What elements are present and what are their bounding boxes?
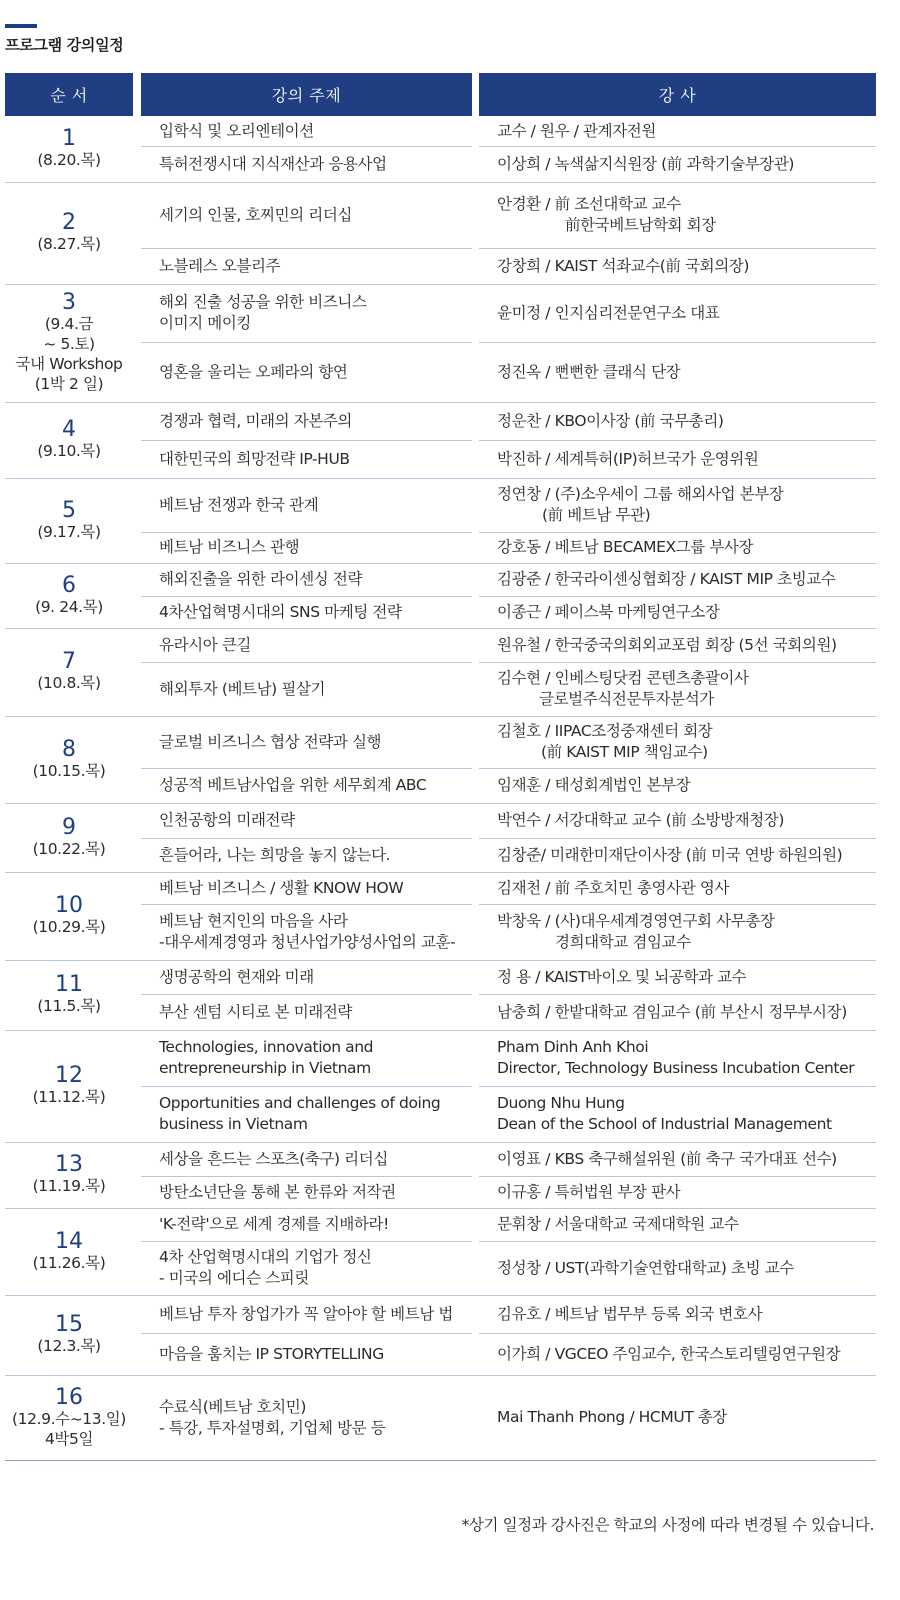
page-title: 프로그램 강의일정 xyxy=(5,36,124,54)
lecture-topic-line: 입학식 및 오리엔테이션 xyxy=(159,121,314,140)
lecture-topic xyxy=(159,1086,479,1142)
lecture-topic-line: - 미국의 에디슨 스피릿 xyxy=(159,1269,309,1287)
session-date: (12.3.목) xyxy=(37,1337,101,1355)
session-date: (8.27.목) xyxy=(37,235,101,253)
lecturer-line: 윤미정 / 인지심리전문연구소 대표 xyxy=(497,303,720,322)
session-cell xyxy=(5,628,133,716)
session-cell xyxy=(5,478,133,563)
lecturer xyxy=(497,478,879,532)
lecture-topic-line: 4차산업혁명시대의 SNS 마케팅 전략 xyxy=(159,602,402,621)
lecturer xyxy=(497,960,879,994)
lecture-topic-line: 특허전쟁시대 지식재산과 응용사업 xyxy=(159,154,387,173)
lecture-topic-line: 'K-전략'으로 세계 경제를 지배하라! xyxy=(159,1215,389,1233)
lecturer xyxy=(497,662,879,716)
session-date: (9.10.목) xyxy=(37,442,101,460)
lecturer xyxy=(497,838,879,872)
lecture-topic-line: 성공적 베트남사업을 위한 세무회계 ABC xyxy=(159,776,427,794)
session-date: (10.22.목) xyxy=(32,839,106,858)
lecture-topic-line: 베트남 현지인의 마음을 사라 xyxy=(159,912,348,930)
session-number: 11 xyxy=(55,972,83,997)
group-divider xyxy=(5,1460,876,1461)
session-date: (1박 2 일) xyxy=(34,375,104,393)
session-cell xyxy=(5,284,133,402)
lecturer-line: Duong Nhu Hung xyxy=(497,1094,625,1112)
session-date: (11.12.목) xyxy=(32,1088,106,1106)
lecturer xyxy=(497,563,879,596)
lecturer xyxy=(497,1208,879,1241)
session-number: 16 xyxy=(55,1384,83,1410)
lecturer xyxy=(497,1375,879,1460)
session-cell xyxy=(5,960,133,1030)
lecture-topic xyxy=(159,662,479,716)
lecturer-line: Mai Thanh Phong / HCMUT 총장 xyxy=(497,1408,727,1426)
session-cell xyxy=(5,1142,133,1208)
lecturer-line: Dean of the School of Industrial Management xyxy=(497,1115,832,1133)
lecture-topic-line: 세상을 흔드는 스포츠(축구) 리더십 xyxy=(159,1149,388,1168)
lecture-topic xyxy=(159,1030,479,1086)
lecturer-line: (前 베트남 무관) xyxy=(542,506,651,524)
lecture-topic xyxy=(159,960,479,994)
lecture-topic xyxy=(159,838,479,872)
lecturer-line: 글로벌주식전문투자분석가 xyxy=(539,690,714,708)
lecture-topic-line: 해외 진출 성공을 위한 비즈니스 xyxy=(159,293,367,311)
lecturer-line: 박연수 / 서강대학교 교수 (前 소방방재청장) xyxy=(497,811,785,829)
lecturer xyxy=(497,1241,879,1295)
lecture-topic-line: 베트남 전쟁과 한국 관계 xyxy=(159,495,319,514)
session-date: (8.20.목) xyxy=(37,151,101,169)
session-cell xyxy=(5,402,133,478)
lecturer xyxy=(497,1295,879,1333)
session-number: 2 xyxy=(62,210,76,235)
lecturer xyxy=(497,994,879,1030)
session-date: (10.15.목) xyxy=(32,761,106,780)
lecturer-line: 박진하 / 세계특허(IP)허브국가 운영위원 xyxy=(497,449,759,468)
lecture-topic-line: 생명공학의 현재와 미래 xyxy=(159,967,314,986)
lecture-topic xyxy=(159,1208,479,1241)
lecture-topic xyxy=(159,872,479,904)
session-date: (11.5.목) xyxy=(37,997,101,1015)
lecture-topic-line: 글로벌 비즈니스 협상 전략과 실행 xyxy=(159,732,382,751)
session-cell xyxy=(5,803,133,872)
lecture-topic-line: 방탄소년단을 통해 본 한류와 저작권 xyxy=(159,1182,396,1201)
lecturer-line: 김재천 / 前 주호치민 총영사관 영사 xyxy=(497,878,730,897)
session-number: 4 xyxy=(62,417,76,442)
lecturer-line: 문휘창 / 서울대학교 국제대학원 교수 xyxy=(497,1215,739,1233)
lecturer-line: 강호동 / 베트남 BECAMEX그룹 부사장 xyxy=(497,538,754,556)
session-cell xyxy=(5,872,133,960)
lecturer xyxy=(497,248,879,284)
session-number: 13 xyxy=(55,1152,83,1177)
lecturer xyxy=(497,532,879,563)
lecture-topic xyxy=(159,146,479,182)
header-topic: 강의 주제 xyxy=(141,73,472,116)
lecturer-line: 이종근 / 페이스북 마케팅연구소장 xyxy=(497,602,720,621)
session-number: 12 xyxy=(55,1063,83,1088)
lecturer-line: 경희대학교 겸임교수 xyxy=(555,933,691,951)
lecture-topic xyxy=(159,716,479,768)
lecture-topic-line: 인천공항의 미래전략 xyxy=(159,811,295,829)
lecturer xyxy=(497,768,879,803)
lecturer-line: 남충희 / 한밭대학교 겸임교수 (前 부산시 정무부시장) xyxy=(497,1002,847,1021)
lecturer-line: 정진옥 / 뻔뻔한 클래식 단장 xyxy=(497,362,681,381)
session-number: 8 xyxy=(62,736,76,762)
lecturer-line: Director, Technology Business Incubation Center xyxy=(497,1059,855,1077)
session-date: (11.19.목) xyxy=(32,1177,106,1195)
lecture-topic-line: 4차 산업혁명시대의 기업가 정신 xyxy=(159,1248,372,1266)
session-number: 9 xyxy=(62,814,76,840)
session-date: 국내 Workshop xyxy=(15,355,123,373)
lecture-topic-line: 영혼을 울리는 오페라의 향연 xyxy=(159,362,348,381)
lecture-topic-line: 경쟁과 협력, 미래의 자본주의 xyxy=(159,411,352,430)
lecture-topic-line: Opportunities and challenges of doing xyxy=(159,1094,441,1112)
lecture-topic xyxy=(159,116,479,146)
session-number: 14 xyxy=(55,1228,83,1254)
session-number: 6 xyxy=(62,572,76,598)
lecturer-line: 임재훈 / 태성회계법인 본부장 xyxy=(497,776,691,794)
lecture-topic xyxy=(159,563,479,596)
lecturer xyxy=(497,596,879,628)
lecturer-line: 강창희 / KAIST 석좌교수(前 국회의장) xyxy=(497,256,750,275)
session-cell xyxy=(5,716,133,803)
lecture-topic xyxy=(159,248,479,284)
lecture-topic-line: business in Vietnam xyxy=(159,1115,308,1133)
session-cell xyxy=(5,563,133,628)
lecturer-line: 김창준/ 미래한미재단이사장 (前 미국 연방 하원의원) xyxy=(497,845,843,864)
lecture-topic xyxy=(159,768,479,803)
footnote: *상기 일정과 강사진은 학교의 사정에 따라 변경될 수 있습니다. xyxy=(461,1516,874,1534)
lecture-topic-line: 이미지 메이킹 xyxy=(159,314,251,332)
lecture-topic-line: -대우세계경영과 청년사업가양성사업의 교훈- xyxy=(159,933,456,951)
lecture-topic xyxy=(159,803,479,838)
session-date: (12.9.수~13.일) xyxy=(12,1409,126,1428)
lecturer xyxy=(497,342,879,402)
lecture-topic-line: 노블레스 오블리주 xyxy=(159,256,281,275)
session-number: 5 xyxy=(62,497,76,523)
lecturer-line: 교수 / 원우 / 관계자전원 xyxy=(497,121,656,140)
lecturer xyxy=(497,116,879,146)
lecturer xyxy=(497,628,879,662)
lecturer xyxy=(497,1086,879,1142)
session-number: 3 xyxy=(62,290,76,315)
lecture-topic-line: 유라시아 큰길 xyxy=(159,635,251,654)
lecture-topic xyxy=(159,1241,479,1295)
lecturer-line: 김철호 / IIPAC조정중재센터 회장 xyxy=(497,722,713,740)
lecturer-line: 김유호 / 베트남 법무부 등록 외국 변호사 xyxy=(497,1304,763,1323)
lecture-topic xyxy=(159,1295,479,1333)
lecturer xyxy=(497,803,879,838)
lecturer xyxy=(497,284,879,342)
lecturer xyxy=(497,904,879,960)
lecturer-line: 정운찬 / KBO이사장 (前 국무총리) xyxy=(497,411,724,430)
lecture-topic xyxy=(159,1176,479,1208)
lecture-topic-line: 해외투자 (베트남) 필살기 xyxy=(159,679,326,698)
session-date: ~ 5.토) xyxy=(43,335,95,353)
lecturer xyxy=(497,146,879,182)
session-date: 4박5일 xyxy=(44,1429,94,1448)
lecture-topic xyxy=(159,1142,479,1176)
lecture-topic xyxy=(159,284,479,342)
lecturer xyxy=(497,716,879,768)
session-date: (9. 24.목) xyxy=(35,597,103,616)
lecture-topic xyxy=(159,596,479,628)
session-date: (9.17.목) xyxy=(37,522,101,541)
lecture-topic-line: 수료식(베트남 호치민) xyxy=(159,1397,306,1416)
lecturer xyxy=(497,1142,879,1176)
lecture-topic xyxy=(159,182,479,248)
lecture-topic xyxy=(159,994,479,1030)
lecturer-line: 이상희 / 녹색삶지식원장 (前 과학기술부장관) xyxy=(497,154,795,173)
lecture-topic-line: 대한민국의 희망전략 IP-HUB xyxy=(159,449,350,468)
lecture-topic xyxy=(159,532,479,563)
lecturer xyxy=(497,1333,879,1375)
session-date: (10.8.목) xyxy=(37,674,101,692)
lecture-topic-line: 세기의 인물, 호찌민의 리더십 xyxy=(159,205,352,224)
lecture-topic xyxy=(159,402,479,440)
lecturer xyxy=(497,440,879,478)
lecturer-line: 이규홍 / 특허법원 부장 판사 xyxy=(497,1182,681,1201)
lecturer-line: 정성창 / UST(과학기술연합대학교) 초빙 교수 xyxy=(497,1258,794,1277)
lecturer-line: Pham Dinh Anh Khoi xyxy=(497,1038,649,1056)
lecturer xyxy=(497,1030,879,1086)
title-accent-bar xyxy=(5,24,37,28)
lecture-topic-line: 베트남 비즈니스 / 생활 KNOW HOW xyxy=(159,878,404,897)
lecturer-line: 안경환 / 前 조선대학교 교수 xyxy=(497,195,681,213)
session-date: (9.4.금 xyxy=(44,315,94,333)
lecturer-line: 前한국베트남학회 회장 xyxy=(565,216,716,234)
lecture-topic xyxy=(159,1375,479,1460)
session-number: 10 xyxy=(55,893,83,918)
lecturer-line: (前 KAIST MIP 책임교수) xyxy=(541,743,708,761)
lecturer xyxy=(497,872,879,904)
session-number: 1 xyxy=(62,126,76,151)
session-cell xyxy=(5,182,133,284)
session-cell xyxy=(5,1375,133,1460)
header-lecturer: 강 사 xyxy=(479,73,876,116)
lecture-topic xyxy=(159,440,479,478)
lecture-topic-line: - 특강, 투자설명회, 기업체 방문 등 xyxy=(159,1418,386,1437)
session-cell xyxy=(5,1030,133,1142)
lecture-topic-line: 흔들어라, 나는 희망을 놓지 않는다. xyxy=(159,845,391,864)
lecturer-line: 김광준 / 한국라이센싱협회장 / KAIST MIP 초빙교수 xyxy=(497,570,836,588)
lecture-topic-line: Technologies, innovation and xyxy=(159,1038,374,1056)
lecture-topic-line: 해외진출을 위한 라이센싱 전략 xyxy=(159,570,363,588)
lecturer-line: 김수현 / 인베스팅닷컴 콘텐츠총괄이사 xyxy=(497,669,749,687)
lecturer xyxy=(497,182,879,248)
lecture-topic-line: entrepreneurship in Vietnam xyxy=(159,1059,371,1077)
lecturer-line: 이영표 / KBS 축구해설위원 (前 축구 국가대표 선수) xyxy=(497,1149,837,1168)
session-date: (10.29.목) xyxy=(32,918,106,936)
session-cell xyxy=(5,1295,133,1375)
lecturer-line: 박창욱 / (사)대우세계경영연구회 사무총장 xyxy=(497,912,775,930)
lecture-topic-line: 베트남 투자 창업가가 꼭 알아야 할 베트남 법 xyxy=(159,1304,454,1323)
lecture-topic xyxy=(159,628,479,662)
session-number: 7 xyxy=(62,649,76,674)
lecture-topic-line: 베트남 비즈니스 관행 xyxy=(159,538,300,556)
lecture-topic-line: 마음을 훔치는 IP STORYTELLING xyxy=(159,1344,384,1363)
lecturer-line: 정연창 / (주)소우세이 그룹 해외사업 본부장 xyxy=(497,485,784,503)
session-cell xyxy=(5,1208,133,1295)
lecture-topic xyxy=(159,904,479,960)
lecturer xyxy=(497,402,879,440)
lecture-topic xyxy=(159,1333,479,1375)
lecture-topic xyxy=(159,478,479,532)
session-date: (11.26.목) xyxy=(32,1253,106,1272)
lecturer-line: 이가희 / VGCEO 주임교수, 한국스토리텔링연구원장 xyxy=(497,1344,841,1363)
header-session: 순 서 xyxy=(5,73,133,116)
lecture-topic-line: 부산 센텀 시티로 본 미래전략 xyxy=(159,1002,352,1021)
lecturer xyxy=(497,1176,879,1208)
session-number: 15 xyxy=(55,1312,83,1337)
lecturer-line: 원유철 / 한국중국의회외교포럼 회장 (5선 국회의원) xyxy=(497,635,837,654)
lecturer-line: 정 용 / KAIST바이오 및 뇌공학과 교수 xyxy=(497,967,747,986)
lecture-topic xyxy=(159,342,479,402)
session-cell xyxy=(5,116,133,182)
